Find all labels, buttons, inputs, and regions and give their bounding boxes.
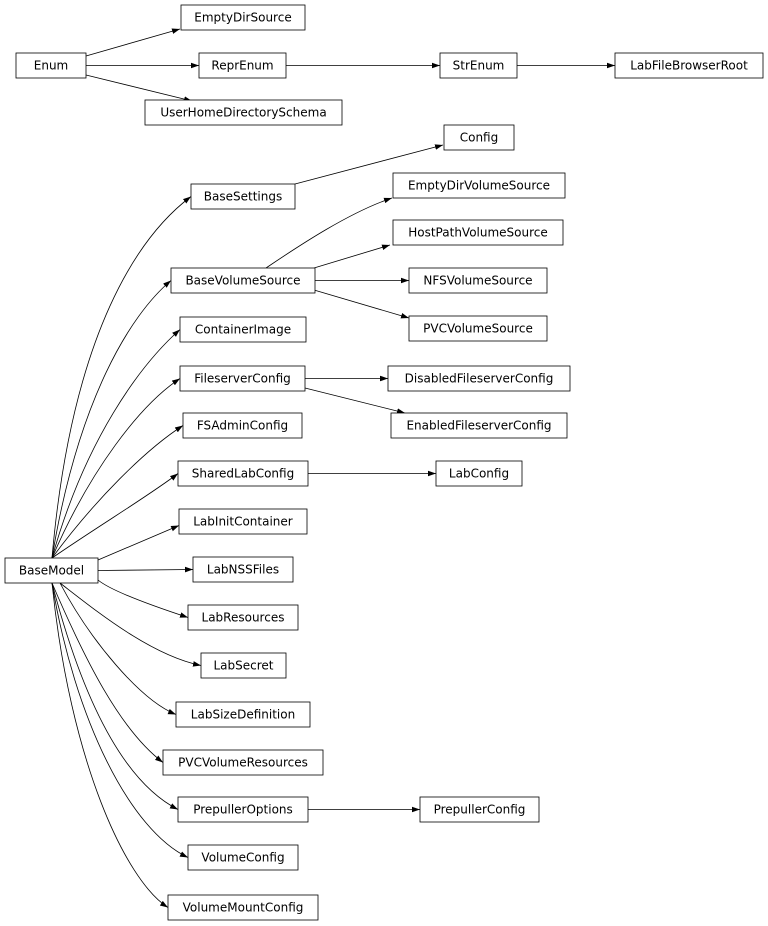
node-lab-config[interactable] [436, 461, 522, 486]
node-label: PrepullerConfig [433, 802, 526, 817]
node-fsadmin-config[interactable] [183, 413, 302, 438]
edge-basemodel-to-labresources [98, 580, 188, 618]
node-volume-config[interactable] [188, 845, 298, 870]
node-config[interactable] [444, 125, 514, 150]
edge-basemodel-to-volumemountconfig [52, 583, 168, 908]
node-label: UserHomeDirectorySchema [160, 105, 327, 120]
node-label: ReprEnum [211, 58, 274, 73]
node-label: BaseModel [18, 563, 85, 578]
node-base-volume-source[interactable] [171, 268, 315, 293]
edge-basemodel-to-labinitcontainer [98, 526, 179, 561]
node-label: LabInitContainer [193, 514, 293, 529]
edge-basemodel-to-pvcvolumeresources [52, 583, 163, 763]
node-label: DisabledFileserverConfig [404, 371, 554, 386]
node-label: VolumeConfig [201, 850, 285, 865]
edge-basevolumesource-to-hostpathvolumesource [314, 245, 390, 268]
node-enabled-fileserver-config[interactable] [391, 413, 567, 438]
node-fileserver-config[interactable] [180, 366, 305, 391]
node-label: LabFileBrowserRoot [630, 58, 748, 73]
node-label: PVCVolumeResources [178, 755, 308, 770]
edge-basemodel-to-labsizedefinition [60, 583, 176, 715]
node-str-enum[interactable] [440, 53, 517, 78]
edge-basemodel-to-labnssfiles [98, 570, 193, 571]
node-disabled-fileserver-config[interactable] [388, 366, 570, 391]
node-host-path-volume-source[interactable] [393, 220, 563, 245]
node-lab-file-browser-root[interactable] [615, 53, 763, 78]
edge-basemodel-to-prepulleroptions [52, 583, 178, 810]
node-label: Enum [33, 58, 69, 73]
node-empty-dir-source[interactable] [181, 5, 305, 30]
node-base-model[interactable] [5, 558, 98, 583]
edge-enum-to-userhomedirectoryschema [86, 75, 192, 101]
node-label: BaseVolumeSource [185, 273, 301, 288]
node-container-image[interactable] [180, 317, 306, 342]
node-pvcvolume-source[interactable] [409, 316, 547, 341]
node-label: PVCVolumeSource [423, 321, 533, 336]
node-lab-init-container[interactable] [179, 509, 307, 534]
node-label: FileserverConfig [194, 371, 291, 386]
edge-basevolumesource-to-pvcvolumesource [314, 290, 409, 318]
edge-basemodel-to-fsadminconfig [52, 426, 183, 559]
node-enum[interactable] [16, 53, 86, 78]
node-lab-size-definition[interactable] [176, 702, 310, 727]
node-lab-resources[interactable] [188, 605, 298, 630]
node-label: HostPathVolumeSource [408, 225, 548, 240]
node-label: PrepullerOptions [193, 802, 293, 817]
node-lab-secret[interactable] [201, 653, 286, 678]
node-shared-lab-config[interactable] [178, 461, 308, 486]
node-lab-nssfiles[interactable] [193, 557, 293, 582]
node-empty-dir-volume-source[interactable] [393, 173, 565, 198]
edge-basemodel-to-sharedlabconfig [52, 474, 178, 559]
node-user-home-directory-schema[interactable] [145, 100, 342, 125]
node-label: VolumeMountConfig [182, 900, 304, 915]
node-base-settings[interactable] [191, 184, 295, 209]
edge-basemodel-to-labsecret [60, 583, 201, 666]
node-prepuller-options[interactable] [178, 797, 308, 822]
node-label: EmptyDirVolumeSource [407, 178, 551, 193]
node-label: EnabledFileserverConfig [406, 418, 552, 433]
node-label: SharedLabConfig [191, 466, 295, 481]
node-label: LabSecret [213, 658, 274, 673]
node-pvcvolume-resources[interactable] [163, 750, 323, 775]
edge-fileserverconfig-to-enabledfileserverconfig [305, 388, 405, 413]
edge-enum-to-emptydirsource [86, 29, 180, 56]
node-label: ContainerImage [194, 322, 292, 337]
edge-basemodel-to-basevolumesource [52, 281, 171, 559]
node-repr-enum[interactable] [199, 53, 286, 78]
node-label: LabNSSFiles [206, 562, 280, 577]
node-volume-mount-config[interactable] [168, 895, 318, 920]
node-label: LabResources [201, 610, 285, 625]
edges-layer [52, 29, 615, 908]
edge-basemodel-to-basesettings [52, 197, 191, 559]
node-label: EmptyDirSource [194, 10, 292, 25]
edge-basemodel-to-volumeconfig [52, 583, 188, 858]
node-label: Config [459, 130, 499, 145]
node-label: LabConfig [448, 466, 510, 481]
node-label: LabSizeDefinition [190, 707, 296, 722]
node-label: FSAdminConfig [196, 418, 289, 433]
node-prepuller-config[interactable] [420, 797, 539, 822]
node-label: BaseSettings [203, 189, 283, 204]
node-label: StrEnum [452, 58, 505, 73]
node-label: NFSVolumeSource [423, 273, 533, 288]
node-nfsvolume-source[interactable] [409, 268, 547, 293]
